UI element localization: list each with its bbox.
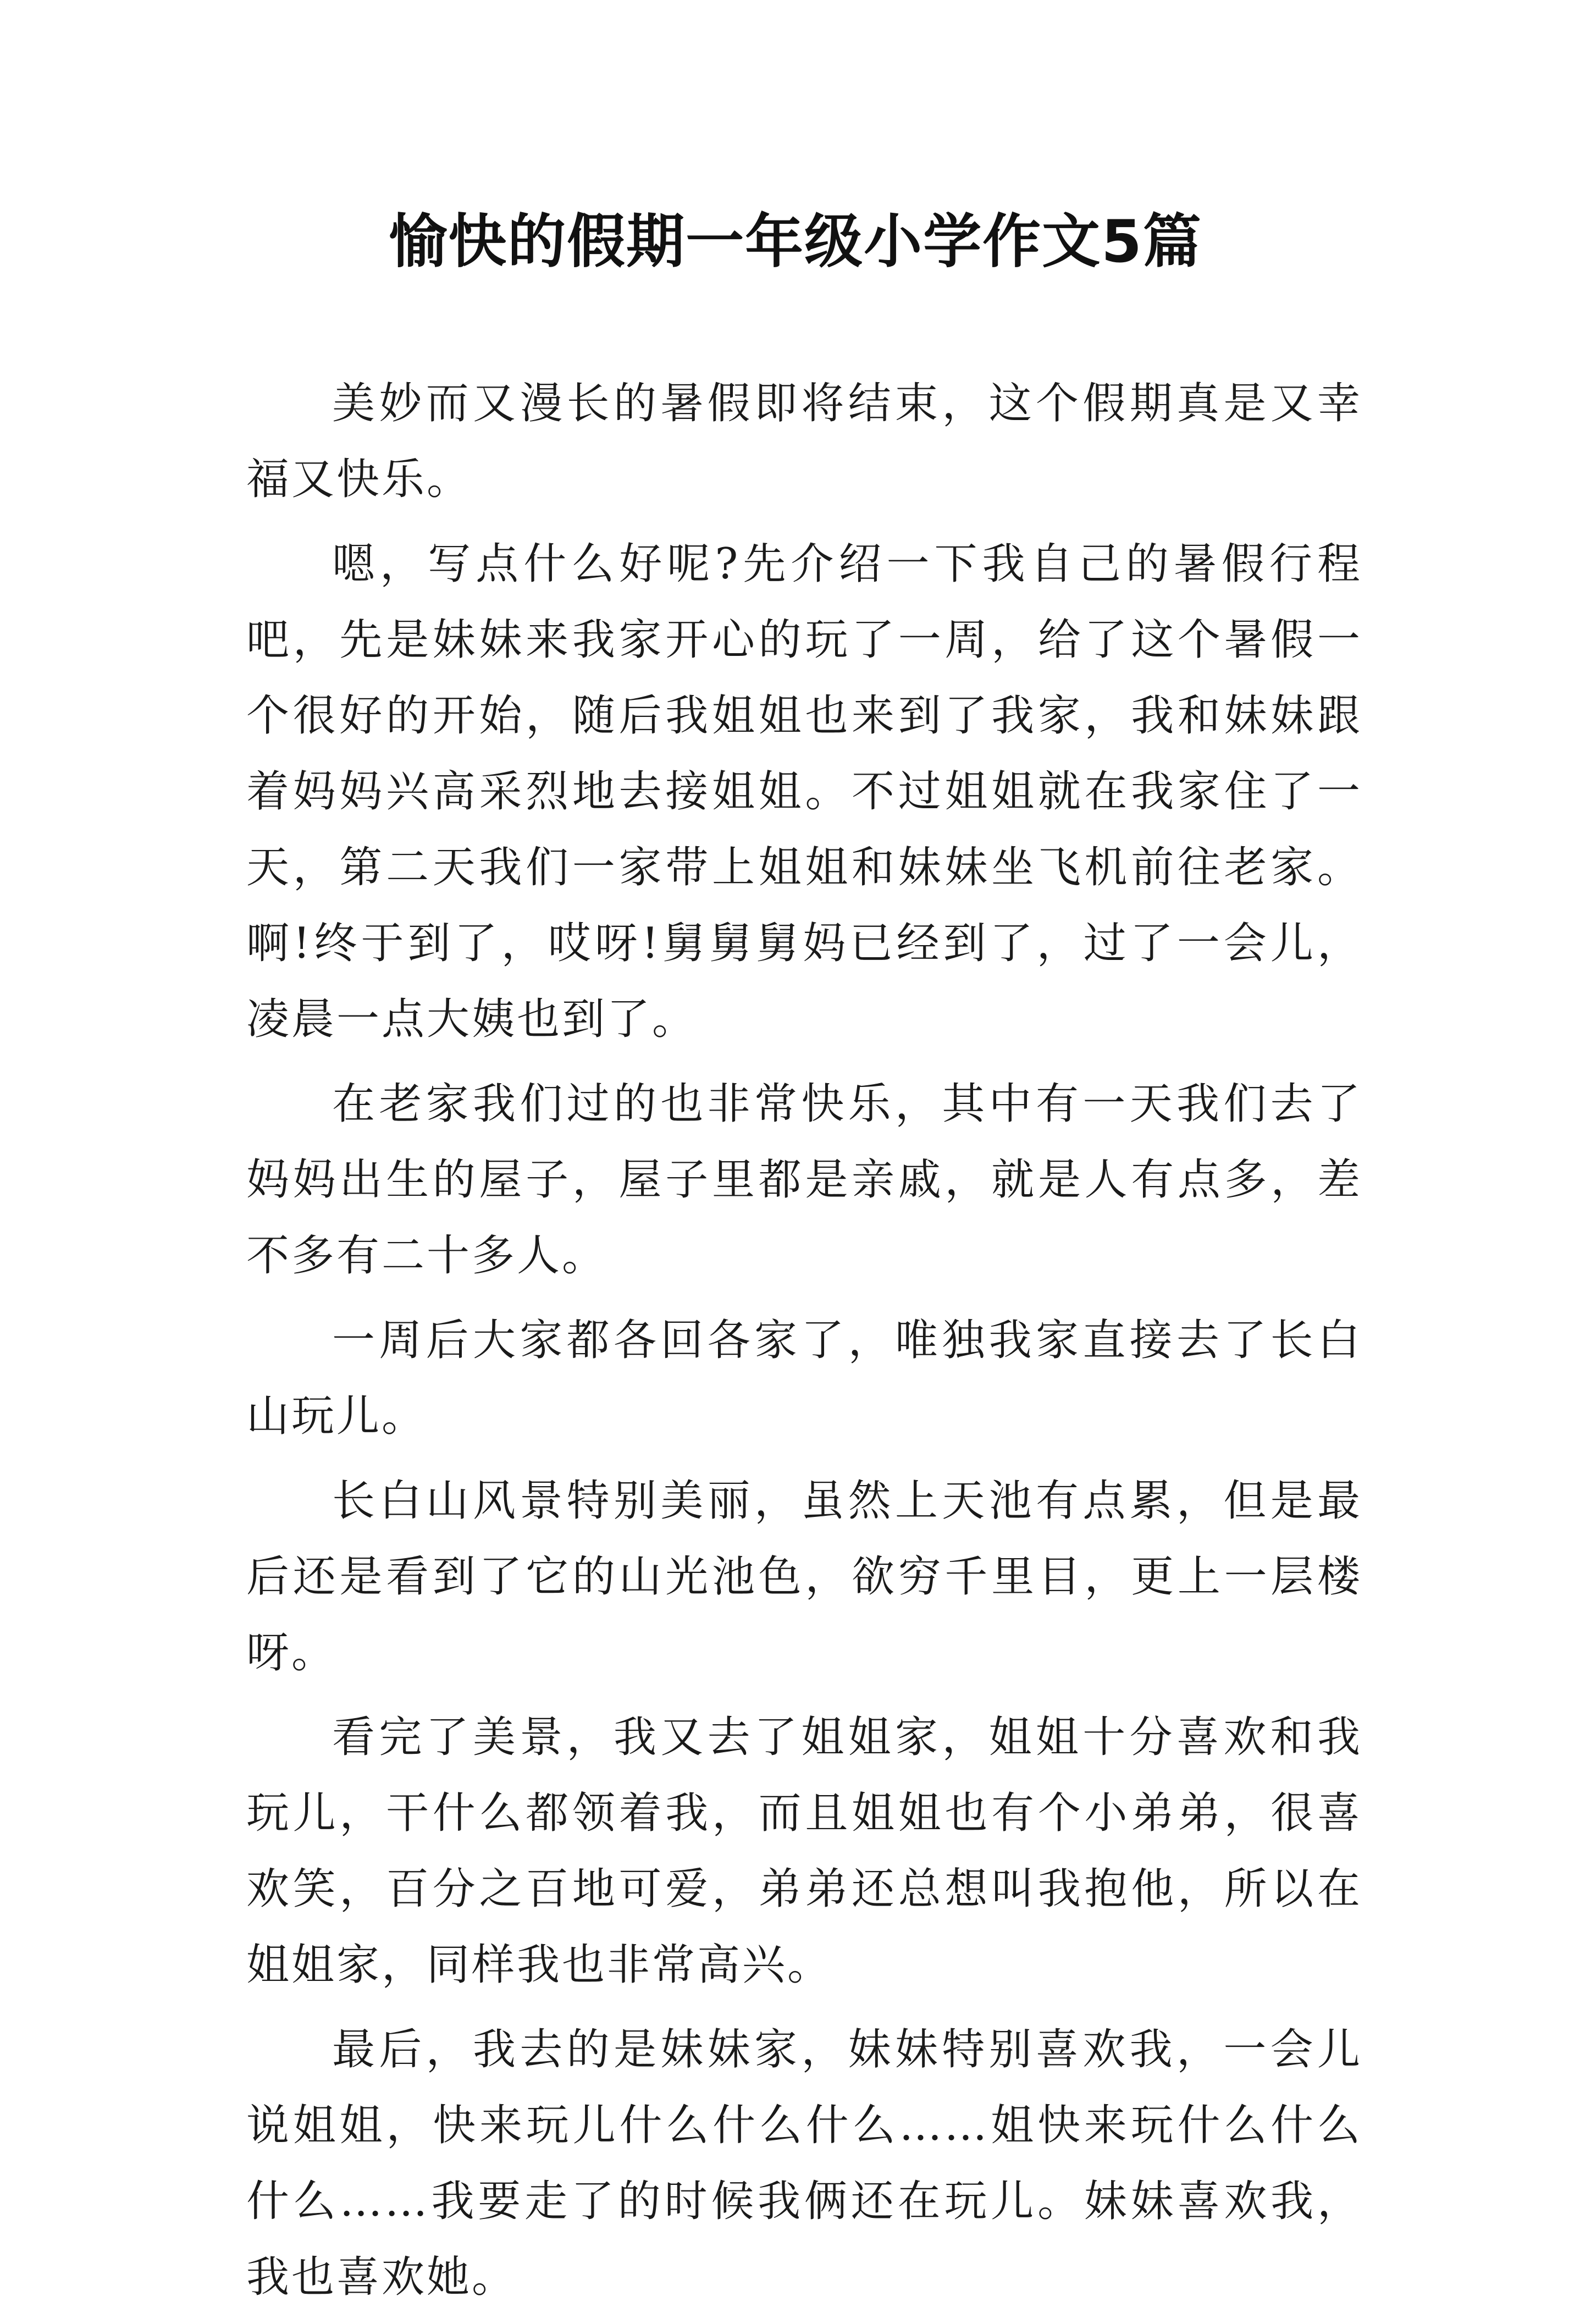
paragraph: 长白山风景特别美丽，虽然上天池有点累，但是最后还是看到了它的山光池色，欲穷千里目，更上一层楼呀。 [246, 1476, 1362, 1677]
paragraph: 在老家我们过的也非常快乐，其中有一天我们去了妈妈出生的屋子，屋子里都是亲戚，就是人有点多，差不多有二十多人。 [246, 1079, 1362, 1280]
paragraph: 嗯，写点什么好呢?先介绍一下我自己的暑假行程吧，先是妹妹来我家开心的玩了一周，给了这个暑假一个很好的开始，随后我姐姐也来到了我家，我和妹妹跟着妈妈兴高采烈地去接姐姐。不过姐姐就在我家住了一天，第二天我们一家带上姐姐和妹妹坐飞机前往老家。啊!终于到了，哎呀!舅舅舅妈已经到了，过了一会儿，凌晨一点大姨也到了。 [246, 539, 1362, 1044]
document-body [246, 366, 1362, 2324]
paragraph: 看完了美景，我又去了姐姐家，姐姐十分喜欢和我玩儿，干什么都领着我，而且姐姐也有个小弟弟，很喜欢笑，百分之百地可爱，弟弟还总想叫我抱他，所以在姐姐家，同样我也非常高兴。 [246, 1713, 1362, 1990]
paragraph: 一周后大家都各回各家了，唯独我家直接去了长白山玩儿。 [246, 1316, 1362, 1441]
document-title: 愉快的假期一年级小学作文5篇 [389, 208, 1202, 275]
paragraph: 最后，我去的是妹妹家，妹妹特别喜欢我，一会儿说姐姐，快来玩儿什么什么什么……姐快来玩什么什么什么……我要走了的时候我俩还在玩儿。妹妹喜欢我，我也喜欢她。 [246, 2025, 1362, 2302]
paragraph: 美妙而又漫长的暑假即将结束，这个假期真是又幸福又快乐。 [246, 379, 1362, 504]
